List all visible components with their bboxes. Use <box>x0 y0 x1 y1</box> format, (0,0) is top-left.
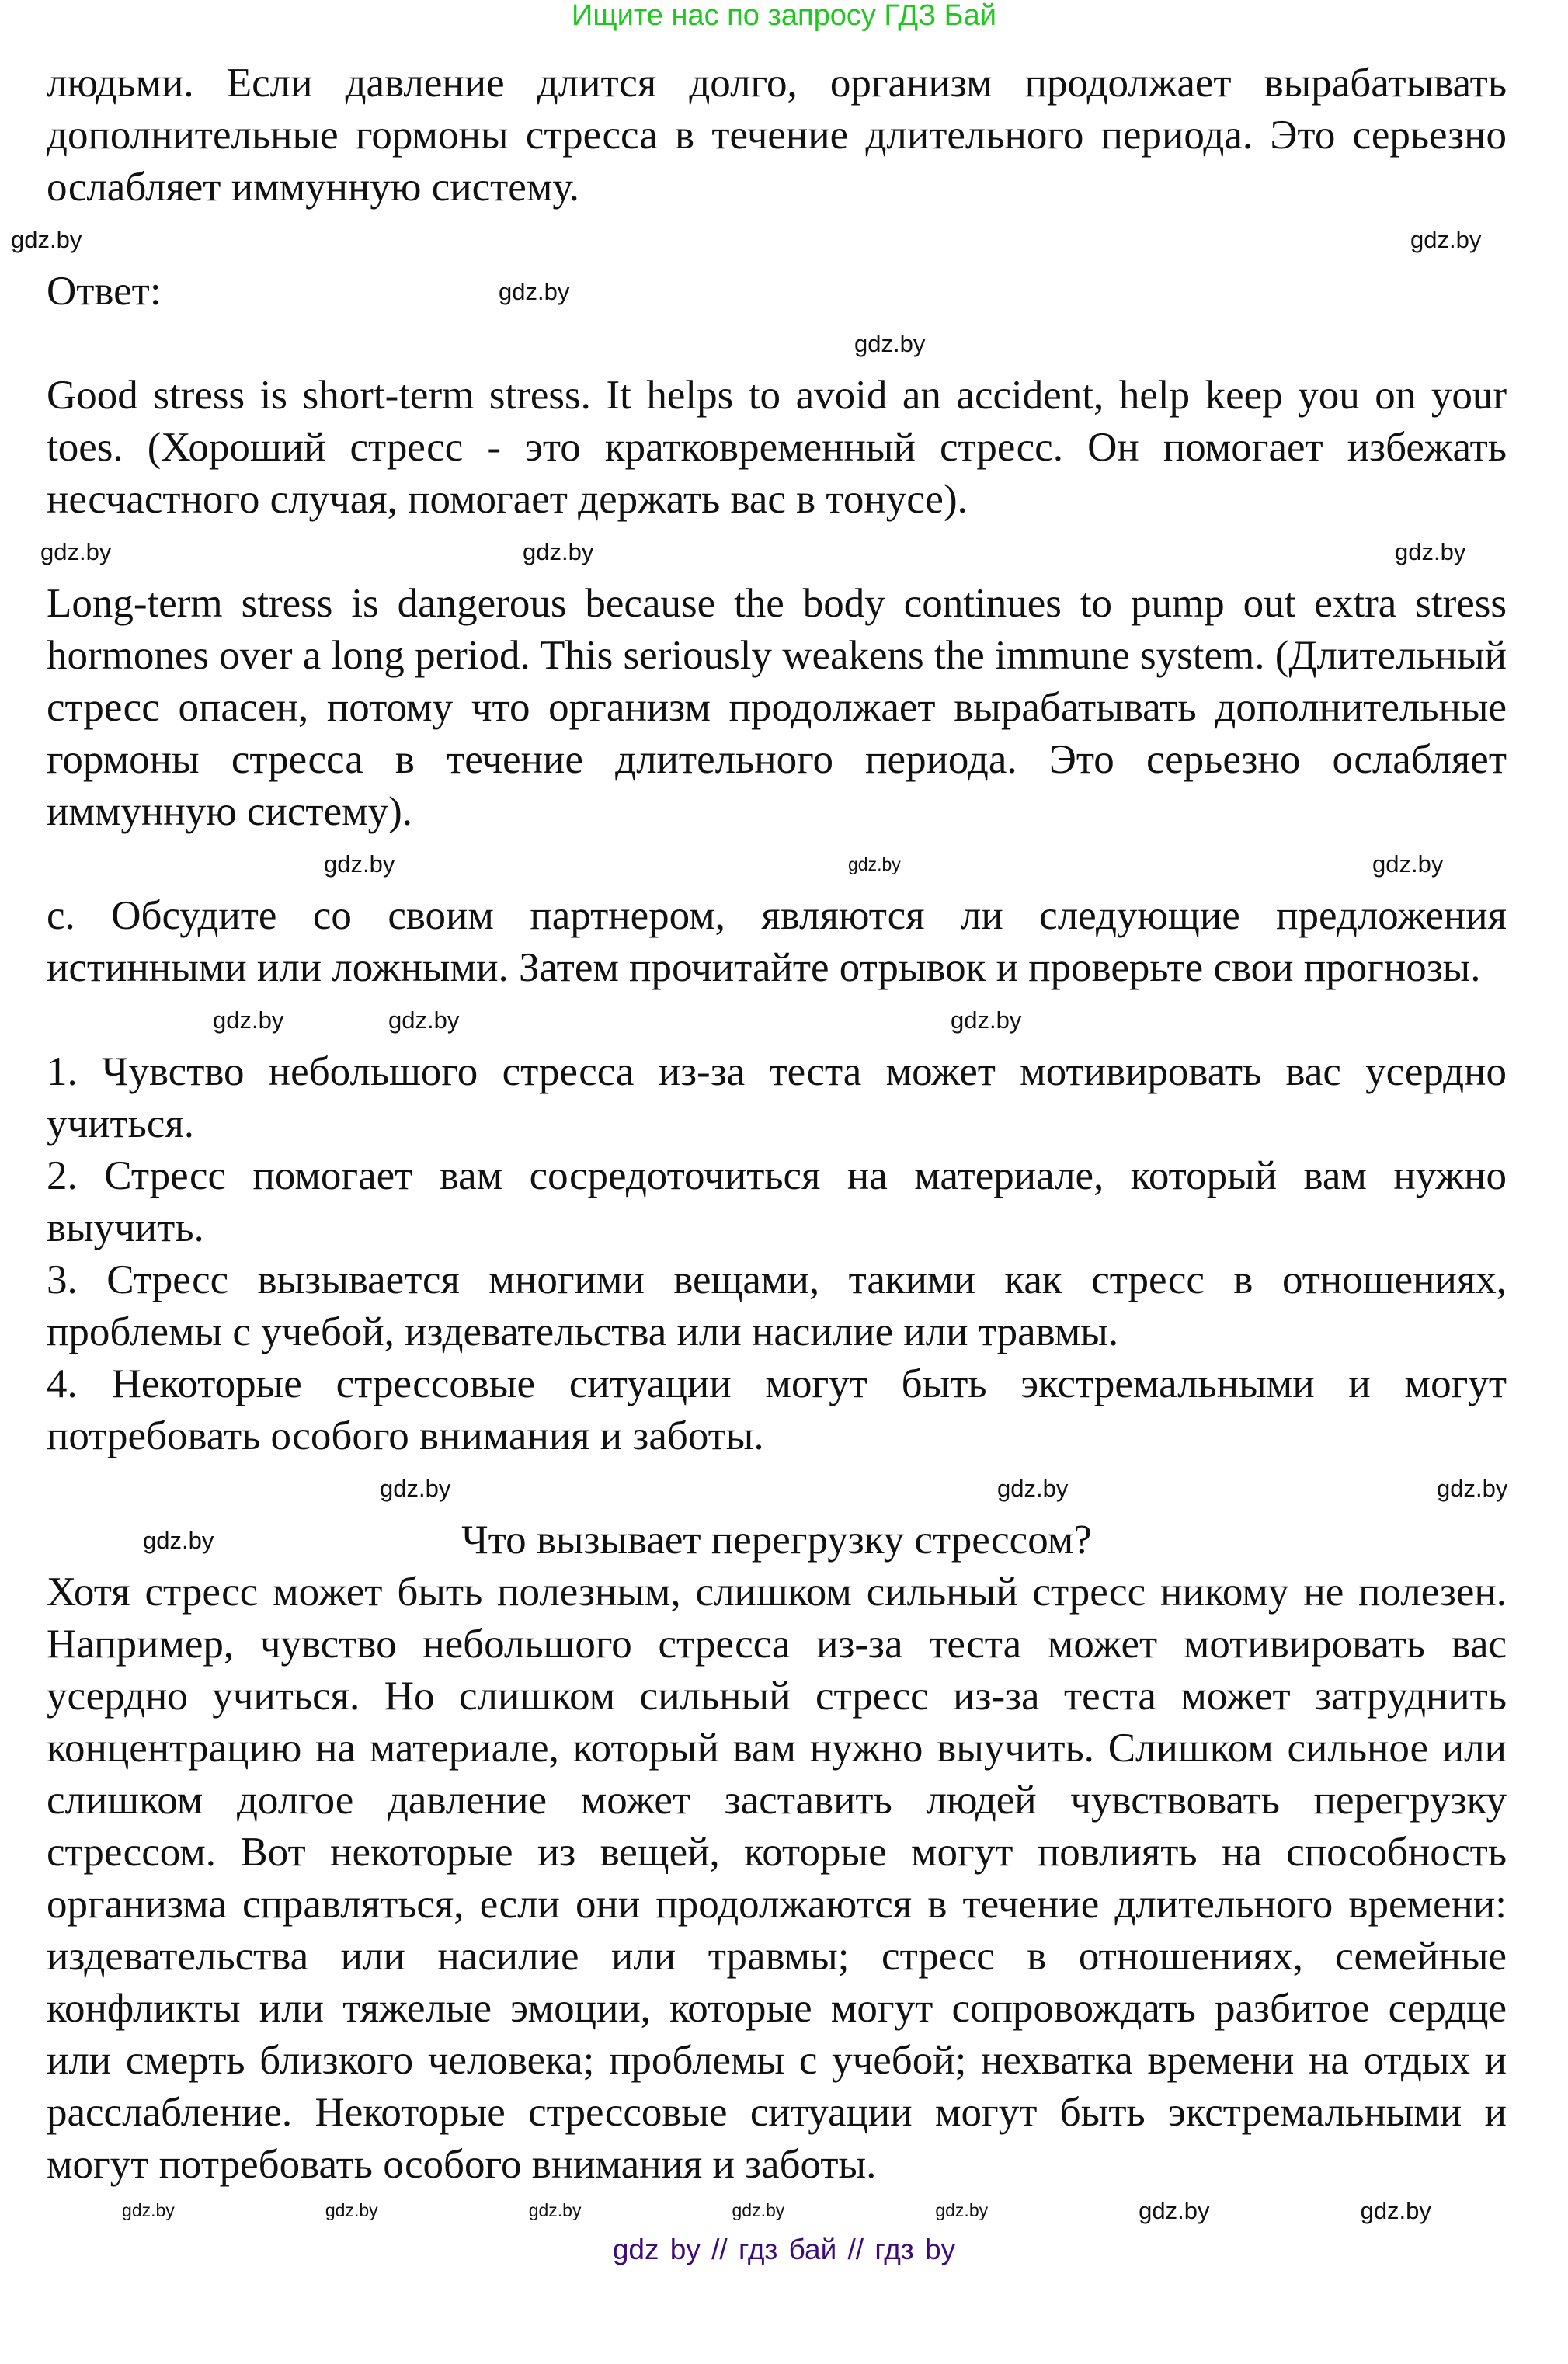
watermark: gdz.by <box>854 330 926 357</box>
watermark: gdz.by <box>1395 538 1466 565</box>
paragraph-continuation: людьми. Если давление длится долго, организм продолжает вырабатывать дополнительные гормоны стресса в течение длительного периода. Это серьезно ослабляет иммунную систему. <box>47 61 1507 210</box>
watermark: gdz.by <box>1410 226 1482 253</box>
watermark: gdz.by <box>40 538 112 565</box>
watermark: gdz.by <box>528 2199 582 2220</box>
watermark: gdz.by <box>935 2199 989 2220</box>
answer-label: Ответ: <box>47 269 162 314</box>
statement-4: 4. Некоторые стрессовые ситуации могут быть экстремальными и могут потребовать особого внимания и заботы. <box>47 1361 1507 1458</box>
statement-2: 2. Стресс помогает вам сосредоточиться на материале, который вам нужно выучить. <box>47 1153 1507 1250</box>
watermark: gdz.by <box>388 1006 460 1034</box>
watermark-row <box>11 214 1507 266</box>
watermark: gdz.by <box>848 854 901 874</box>
search-banner[interactable]: Ищите нас по запросу ГДЗ Бай <box>572 0 996 32</box>
watermark: gdz.by <box>143 1527 214 1554</box>
watermark: gdz.by <box>732 2199 785 2220</box>
paragraph-good-stress: Good stress is short-term stress. It helps to avoid an accident, help keep you on your toes. (Хороший стресс - это кратковременный стресс. Он помогает избежать несчастного случая, помогает держать вас в тонусе). <box>47 373 1507 522</box>
document-content <box>11 57 1508 2230</box>
watermark: gdz.by <box>951 1006 1022 1034</box>
task-c: c. Обсудите со своим партнером, являются ли следующие предложения истинными или ложными. Затем прочитайте отрывок и проверьте свои прогнозы. <box>47 893 1507 990</box>
watermark: gdz.by <box>380 1475 451 1502</box>
answer-row <box>47 266 1507 318</box>
watermark: gdz.by <box>1372 850 1444 878</box>
passage-body: Хотя стресс может быть полезным, слишком сильный стресс никому не полезен. Например, чувство небольшого стресса из-за теста может мотивировать вас усердно учиться. Но слишком сильный стресс из-за теста может затруднить концентрацию на материале, который вам нужно выучить. Слишком сильное или слишком долгое давление может заставить людей чувствовать перегрузку стрессом. Вот некоторые из вещей, которые могут повлиять на способность организма справляться, если они продолжаются в течение длительного времени: издевательства или насилие или травмы; стресс в отношениях, семейные конфликты или тяжелые эмоции, которые могут сопровождать разбитое сердце или смерть близкого человека; проблемы с учебой; нехватка времени на отдых и расслабление. Некоторые стрессовые ситуации могут быть экстремальными и могут потребовать особого внимания и заботы. <box>47 1570 1507 2187</box>
watermark: gdz.by <box>1139 2196 1210 2224</box>
watermark: gdz.by <box>1437 1475 1508 1502</box>
watermark: gdz.by <box>325 2199 378 2220</box>
footer-links[interactable]: gdz by // гдз бай // гдз by <box>612 2234 956 2265</box>
watermark-row <box>47 994 1507 1046</box>
watermark-row <box>40 526 1507 578</box>
watermark: gdz.by <box>11 226 82 253</box>
watermark: gdz.by <box>523 538 594 565</box>
paragraph-long-term-stress: Long-term stress is dangerous because the body continues to pump out extra stress hormones over a long period. This seriously weakens the immune system. (Длительный стресс опасен, потому что организм продолжает вырабатывать дополнительные гормоны стресса в течение длительного периода. Это серьезно ослабляет иммунную систему). <box>47 581 1507 834</box>
watermark-row <box>47 838 1507 890</box>
statement-1: 1. Чувство небольшого стресса из-за теста может мотивировать вас усердно учиться. <box>47 1049 1507 1146</box>
watermark: gdz.by <box>324 850 395 878</box>
passage-title: Что вызывает перегрузку стрессом? <box>461 1517 1092 1563</box>
watermark: gdz.by <box>499 278 570 305</box>
passage-title-row <box>47 1514 1507 1566</box>
watermark: gdz.by <box>997 1475 1069 1502</box>
watermark: gdz.by <box>1360 2196 1431 2224</box>
watermark-row <box>47 318 1507 370</box>
statement-3: 3. Стресс вызывается многими вещами, такими как стресс в отношениях, проблемы с учебой, издевательства или насилие или травмы. <box>47 1257 1507 1354</box>
watermark-row <box>47 1462 1507 1514</box>
watermark: gdz.by <box>213 1006 284 1034</box>
watermark: gdz.by <box>122 2199 175 2220</box>
watermark-strip <box>47 2191 1507 2230</box>
